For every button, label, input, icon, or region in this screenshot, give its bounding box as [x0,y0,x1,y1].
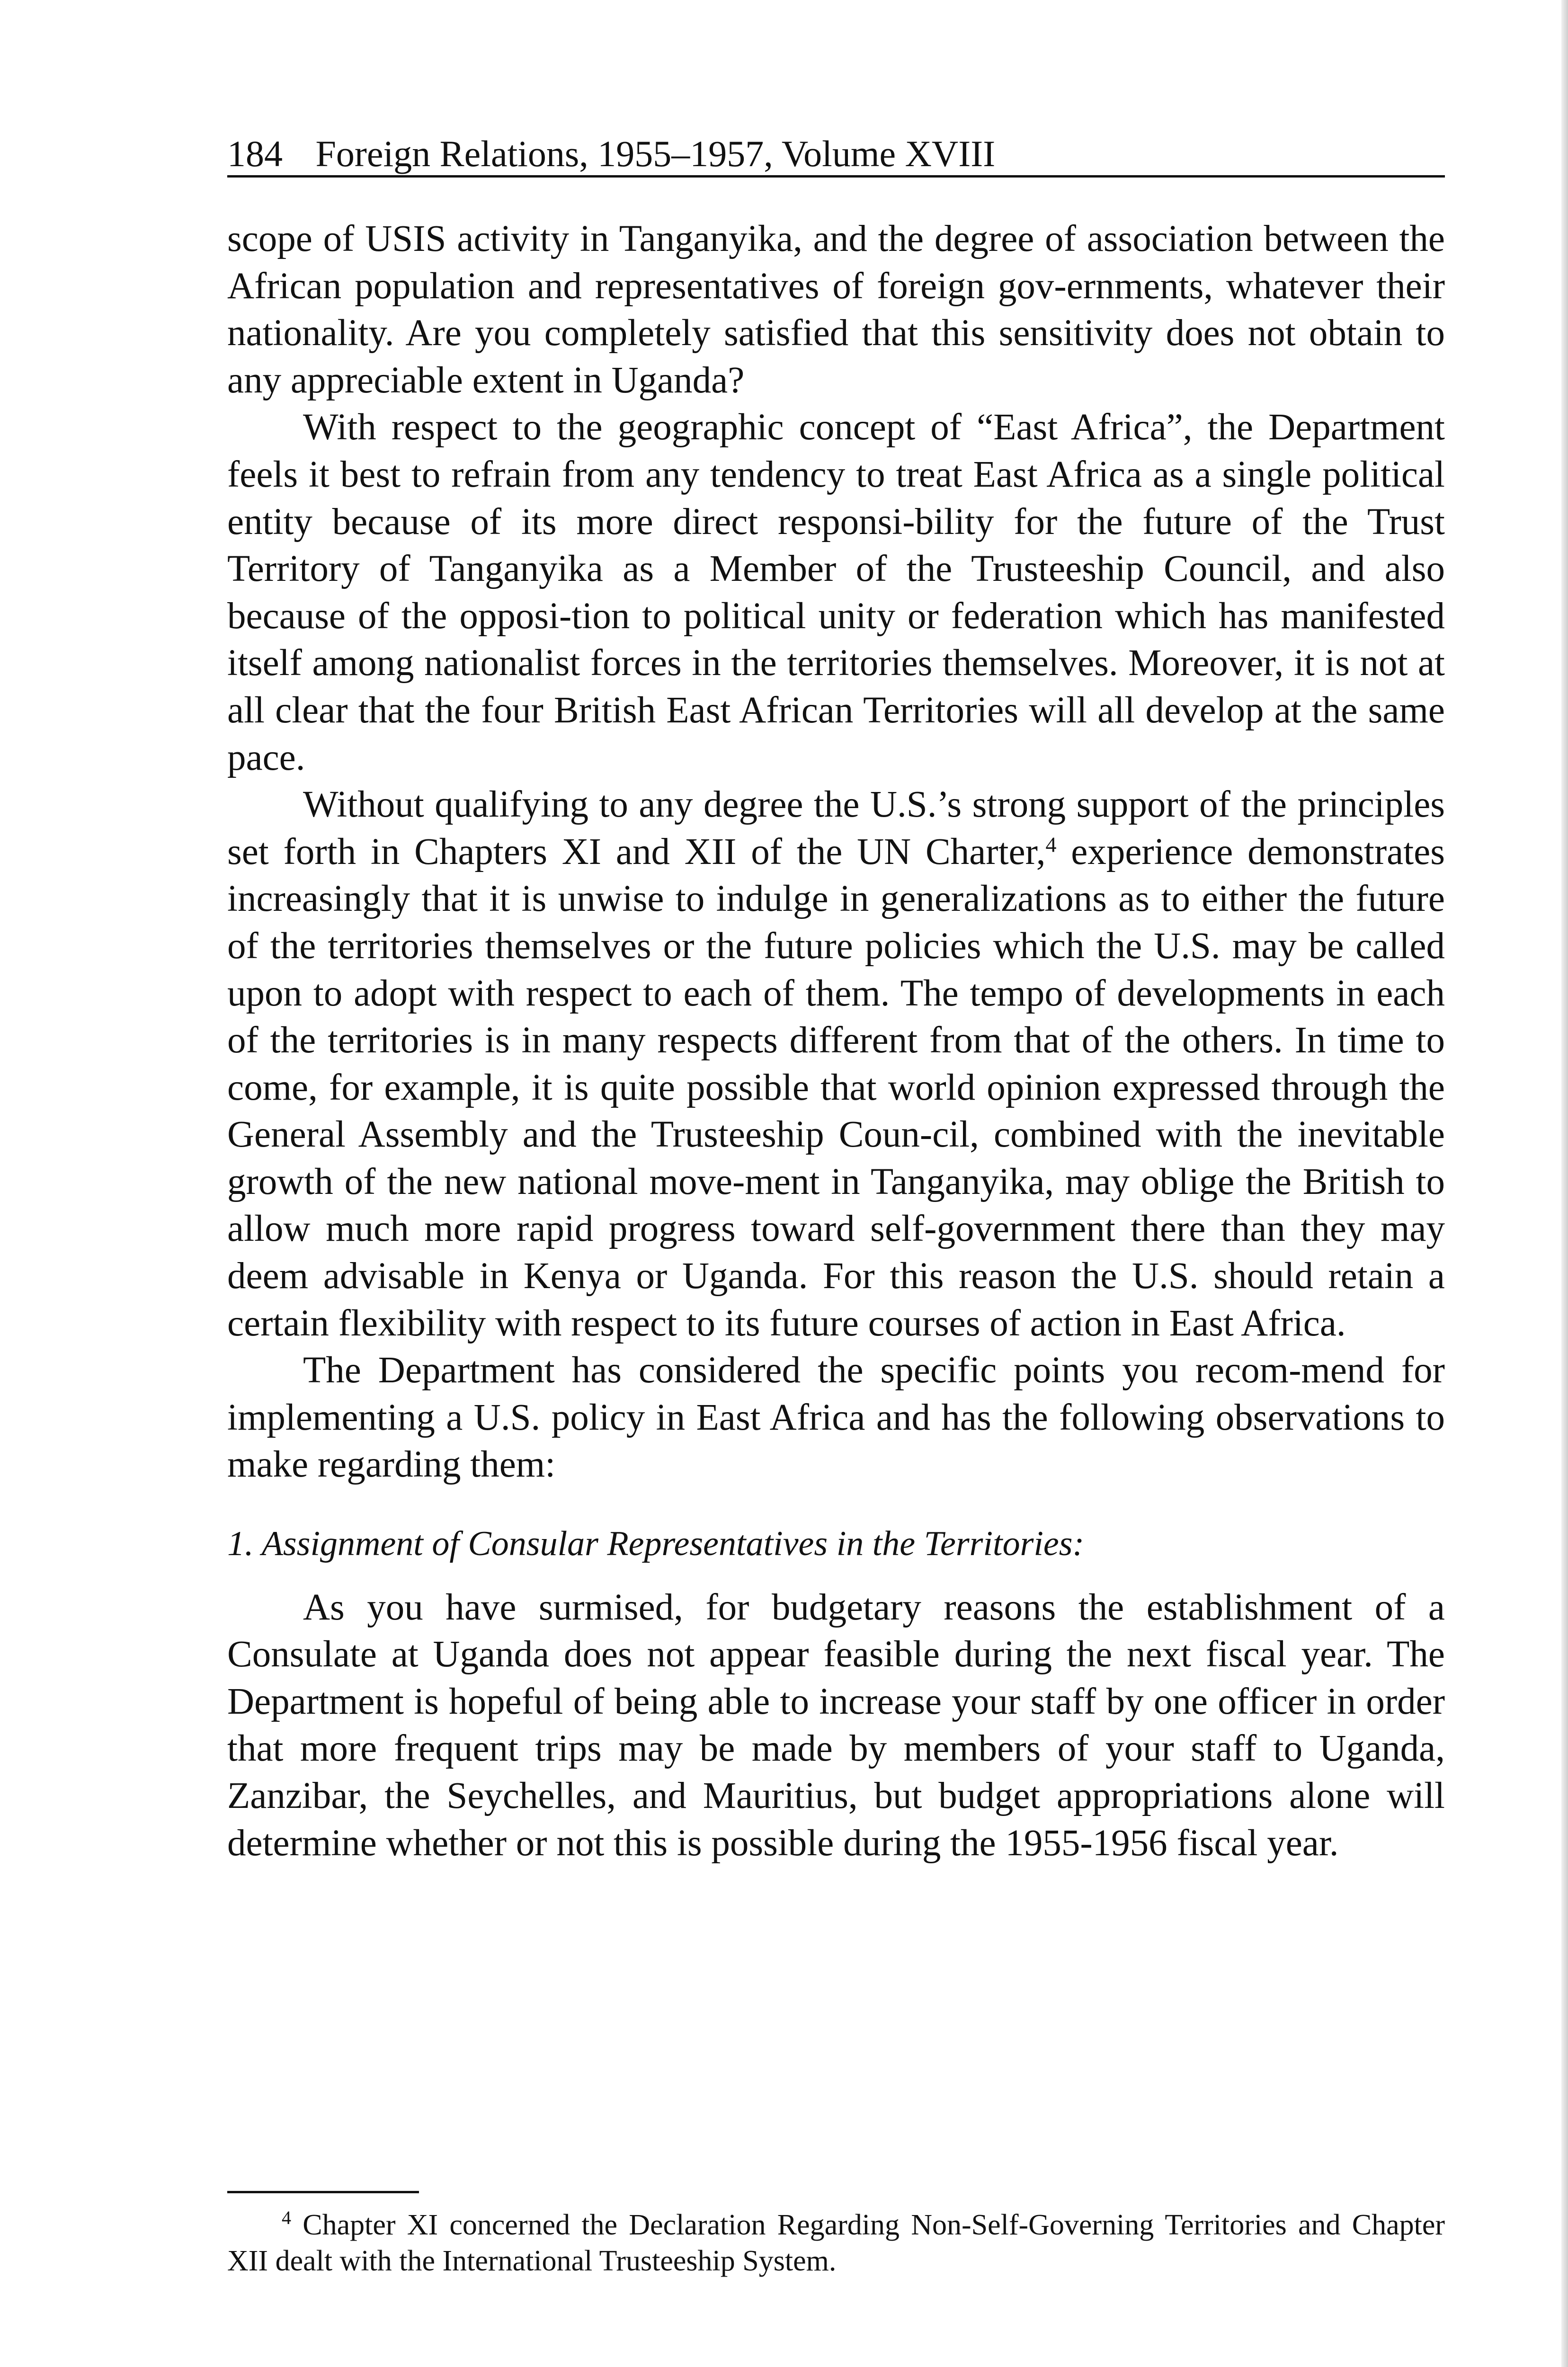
running-head: Foreign Relations, 1955–1957, Volume XVIII [315,133,996,174]
paragraph-east-africa-concept: With respect to the geographic concept of “East Africa”, the Department feels it best to refrain from any tendency to treat East Africa as a single political entity because of its more direct responsi-bility for the future of the Trust Territory of Tanganyika as a Member of the Trusteeship Council, and also because of the opposi-tion to political unity or federation which has manifested itself among nationalist forces in the territories themselves. Moreover, it is not at all clear that the four British East African Territories will all develop at the same pace. [227,407,1445,778]
paragraph-consulate-uganda: As you have surmised, for budgetary reasons the establishment of a Consulate at Uganda does not appear feasible during the next fiscal year. The Department is hopeful of being able to increase your staff by one officer in order that more frequent trips may be made by members of your staff to Uganda, Zanzibar, the Seychelles, and Mauritius, but budget appropriations alone will determine whether or not this is possible during the 1955-1956 fiscal year. [227,1586,1445,1864]
paragraph-un-charter-text-end: experience demonstrates increasingly that it is unwise to indulge in generalizations as to either the future of the territories themselves or the future policies which the U.S. may be called upon to adopt with respect to each of them. The tempo of developments in each of the territories is in many respects different from that of the others. In time to come, for example, it is quite possible that world opinion expressed through the General Assembly and the Trusteeship Coun-cil, combined with the inevitable growth of the new national move-ment in Tanganyika, may oblige the British to allow much more rapid progress toward self-government there than they may deem advisable in Kenya or Uganda. For this reason the U.S. should retain a certain flexibility with respect to its future courses of action in East Africa. [227,831,1445,1344]
paragraph-un-charter [227,781,1445,1347]
paragraph-un-charter-text-start: Without qualifying to any degree the U.S.’s strong support of the principles set forth in Chapters XI and XII of the UN Charter, [227,784,1445,872]
footnote-number: 4 [282,2207,291,2228]
footnote-reference: 4 [1045,832,1057,857]
footnote-text: Chapter XI concerned the Declaration Regarding Non-Self-Governing Territories and Chapter XII dealt with the International Trusteeship System. [227,2209,1445,2277]
section-heading: 1. Assignment of Consular Representatives in the Territories: [227,1524,1085,1564]
paragraph-department-observations: The Department has considered the specific points you recom-mend for implementing a U.S. policy in East Africa and has the following observations to make regarding them: [227,1350,1445,1486]
page-edge-shadow [1561,0,1568,2367]
body-text [227,215,1445,1867]
page-header [227,133,1445,178]
page-number: 184 [227,133,283,174]
paragraph-continuation: scope of USIS activity in Tanganyika, and the degree of association between the African population and representatives of foreign gov-ernments, whatever their nationality. Are you completely satisfied that this sensitivity does not obtain to any appreciable extent in Uganda? [227,218,1445,401]
footnote-divider [227,2191,419,2193]
footnote [227,2207,1445,2279]
